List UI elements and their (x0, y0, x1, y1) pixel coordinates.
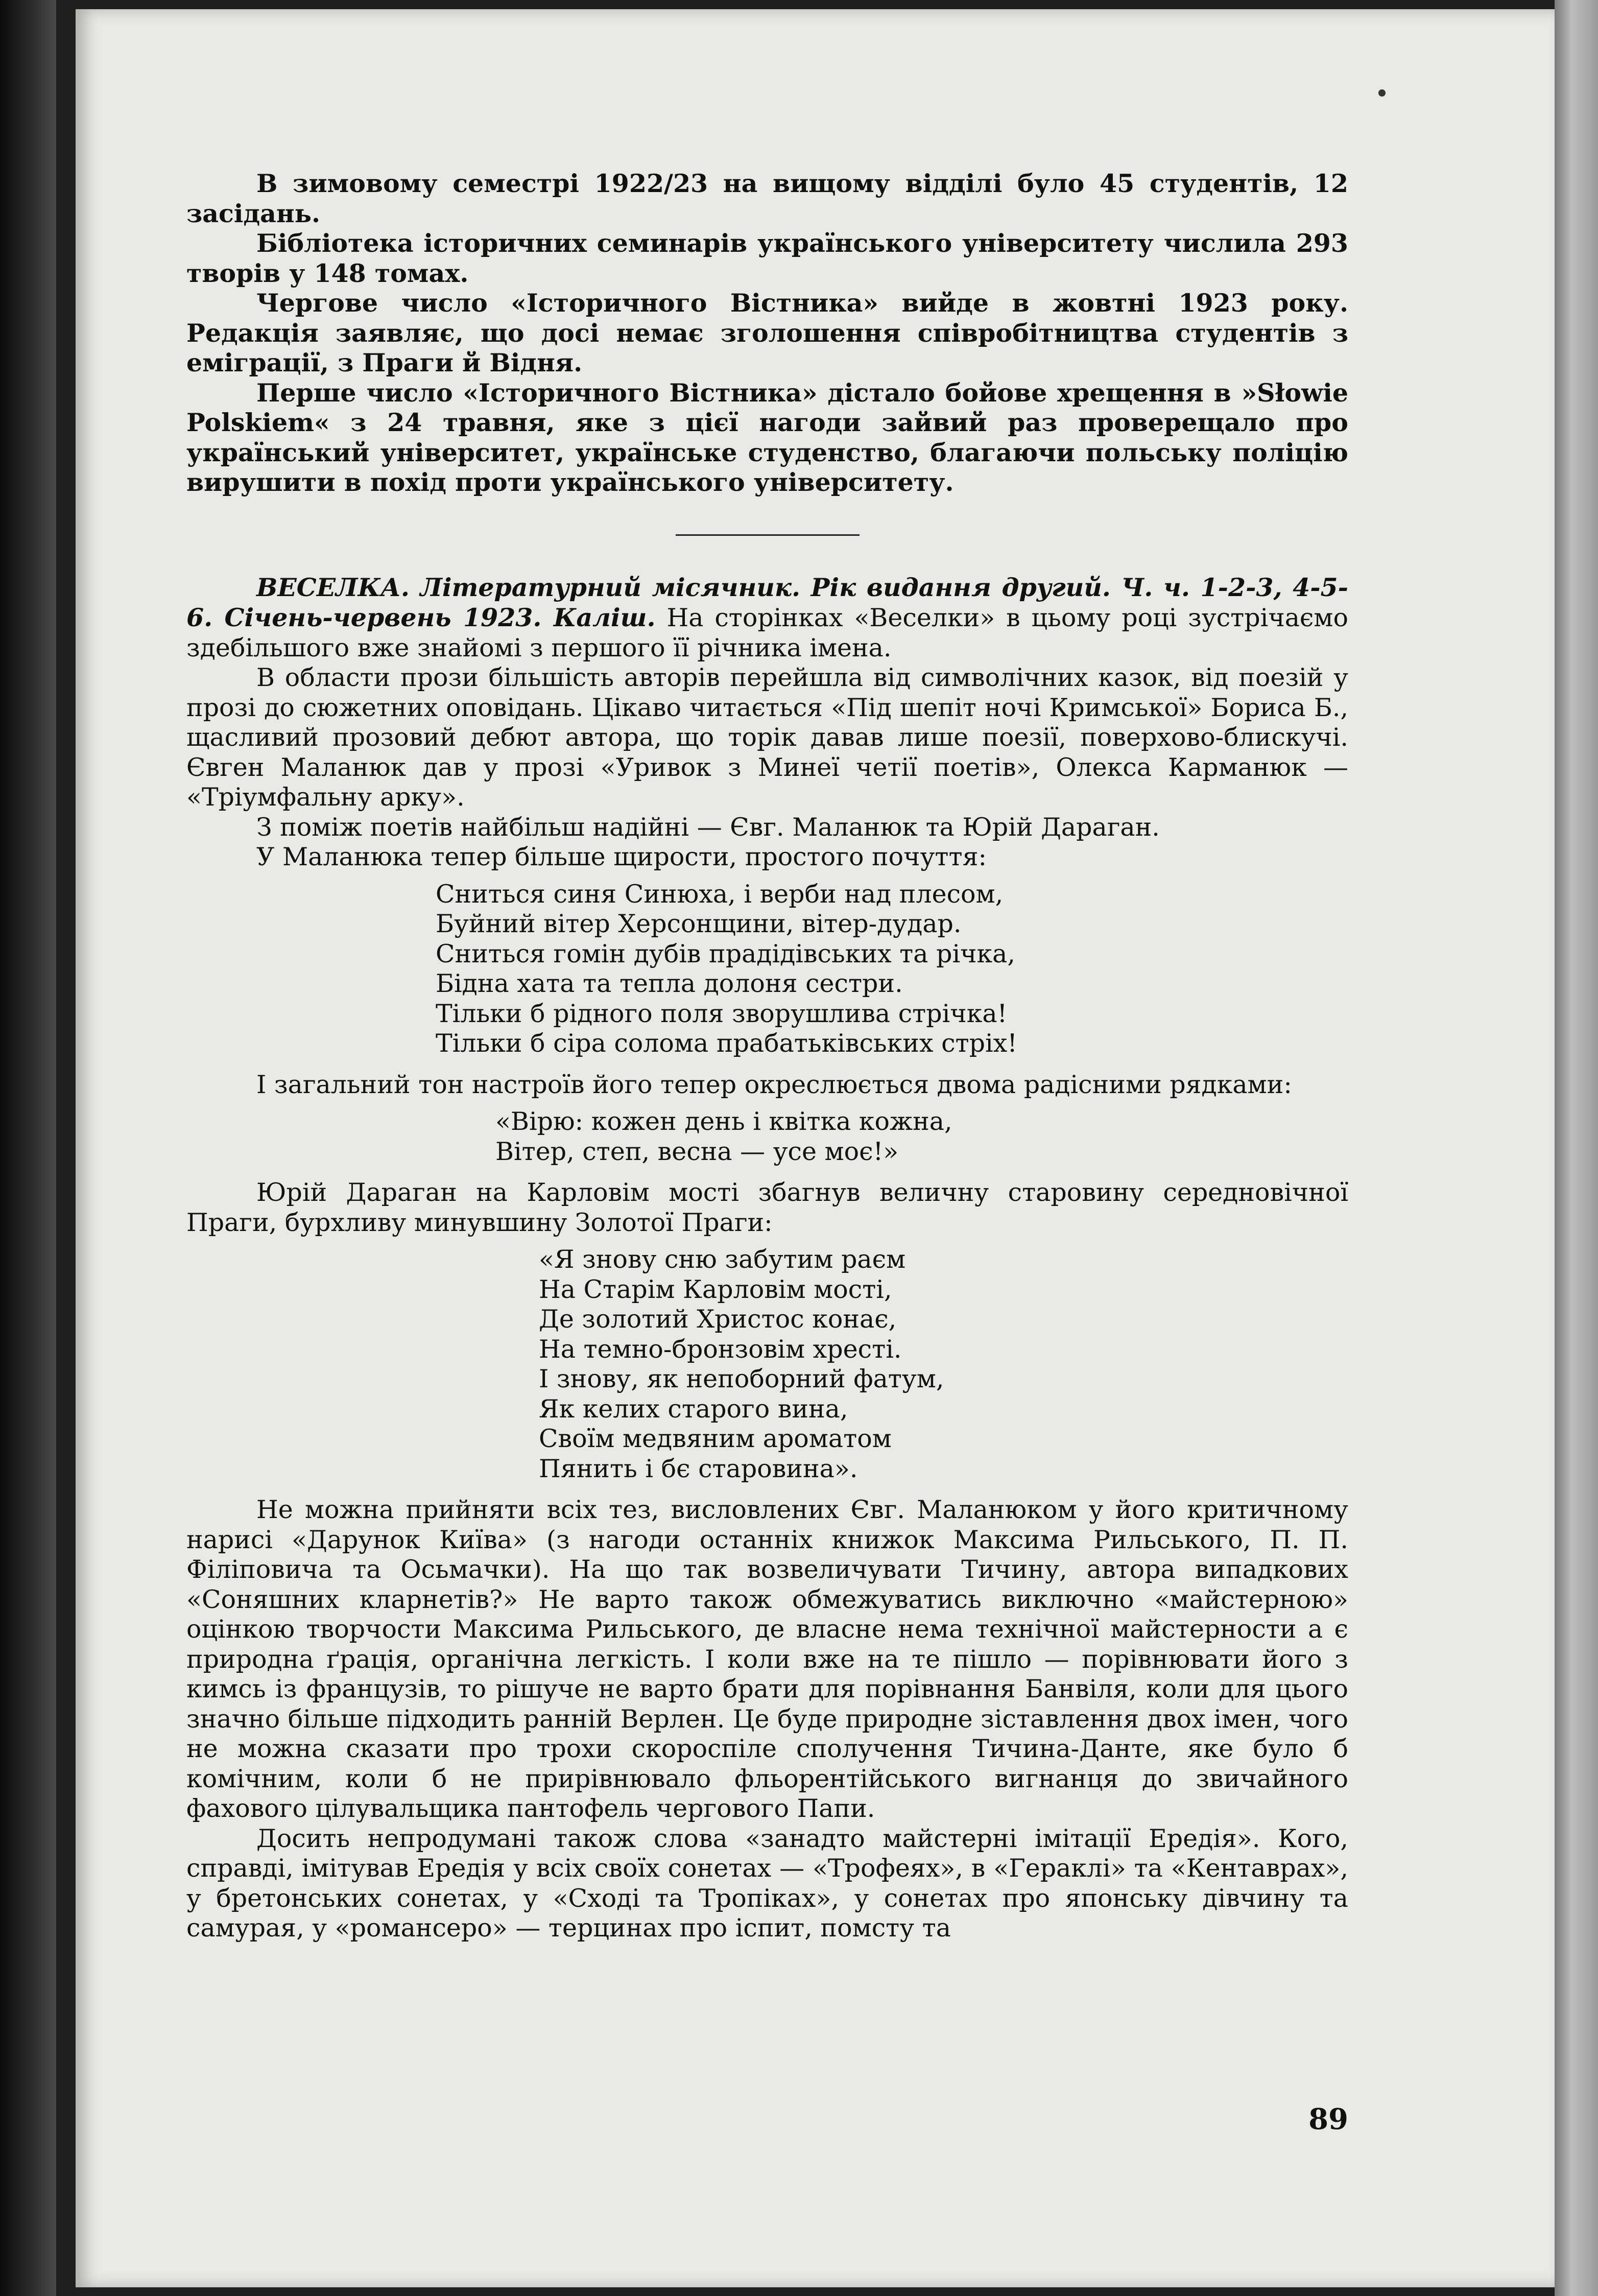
paragraph-tone: І загальний тон настроїв його тепер окреслюється двома радісними рядками: (256, 1070, 1292, 1099)
poem-line: Сниться гомін дубів прадідівських та річка, (436, 939, 1015, 968)
poem-line: На Старім Карловім мості, (539, 1274, 892, 1304)
poem-line: Тільки б рідного поля зворушлива стрічка! (436, 999, 1008, 1028)
paragraph-poets: З поміж поетів найбільш надійні — Євг. Маланюк та Юрій Дараган. (256, 812, 1160, 842)
section-divider (676, 534, 860, 536)
poem-line: Пянить і бє старовина». (539, 1454, 858, 1483)
review-intro (186, 573, 1348, 664)
poem-malaniuk (186, 880, 1348, 1059)
poem-faith (186, 1107, 1348, 1167)
poem-line: Вітер, степ, весна — усе моє!» (495, 1137, 899, 1166)
paragraph-library: Бібліотека історичних семинарів українського університету числила 293 творів у 148 томах. (186, 228, 1348, 288)
poem-line: Сниться синя Синюха, і верби над плесом, (436, 879, 1004, 909)
ink-speck (1378, 89, 1386, 97)
paragraph-semester: В зимовому семестрі 1922/23 на вищому відділі було 45 студентів, 12 засідань. (186, 169, 1348, 228)
poem-line: Бідна хата та тепла долоня сестри. (436, 969, 903, 998)
poem-line: Де золотий Христос конає, (539, 1305, 897, 1334)
poem-line: Своїм медвяним ароматом (539, 1424, 892, 1453)
review-heading: ВЕСЕЛКА. Літературний місячник. Рік видання другий. Ч. ч. 1-2-3, 4-5-6. Січень-червень 1923. Каліш. (186, 572, 1348, 632)
paragraph-critique: Не можна прийняти всіх тез, висловлених Євг. Маланюком у його критичному нарисі «Дарунок Київа» (з нагоди останніх книжок Максима Рильського, П. П. Філіповича та Осьмачки). На що так возвеличувати Тичину, автора випадкових «Соняшних кларнетів?» Не варто також обмежуватись виключно «майстерною» оцінкою творчости Максима Рильського, де власне нема технічної майстерности а є природна ґрація, органічна легкість. І коли вже на те пішло — порівнювати його з кимсь із французів, то рішуче не варто брати для порівнання Банвіля, коли для цього значно більше підходить ранній Верлен. Це буде природне зіставлення двох імен, чого не можна сказати про трохи скороспіле сполучення Тичина-Данте, яке було б комічним, коли б не прирівнювало фльорентійського вигнанця до звичайного фахового цілувальщика пантофель чергового Папи. (186, 1495, 1348, 1823)
paragraph-next-issue: Чергове число «Історичного Вістника» вийде в жовтні 1923 року. Редакція заявляє, що досі немає зголошення співробітництва студентів з еміграції, з Праги й Відня. (186, 288, 1348, 377)
poem-line: На темно-бронзовім хресті. (539, 1334, 902, 1364)
poem-line: «Вірю: кожен день і квітка кожна, (495, 1107, 952, 1136)
poem-line: Як келих старого вина, (539, 1394, 848, 1424)
poem-line: Тільки б сіра солома прабатьківських стріх! (436, 1029, 1017, 1058)
review-intro-text: На сторінках «Веселки» в цьому році зустрічаємо здебільшого вже знайомі з першого її річника імена. (186, 603, 1348, 662)
poem-line: Буйний вітер Херсонщини, вітер-дудар. (436, 909, 962, 938)
poem-line: І знову, як непоборний фатум, (539, 1364, 944, 1393)
page-number: 89 (1308, 2102, 1348, 2136)
text-column (186, 169, 1348, 1944)
poem-line: «Я знову сню забутим раєм (539, 1245, 906, 1274)
book-spine-shadow (0, 0, 56, 2296)
paragraph-malaniuk: У Маланюка тепер більше щирости, простого почуття: (256, 842, 987, 871)
paragraph-daragan: Юрій Дараган на Карловім мості збагнув величну старовину середновічної Праги, бурхливу минувшину Золотої Праги: (186, 1178, 1348, 1237)
poem-daragan (186, 1245, 1348, 1484)
paragraph-heredia: Досить непродумані також слова «занадто майстерні імітації Ередія». Кого, справді, імітував Ередія у всіх своїх сонетах — «Трофеях», в «Гераклі» та «Кентаврах», у бретонських сонетах, у «Сході та Тропіках», у сонетах про японську дівчину та самурая, у «романсеро» — терцинах про іспит, помсту та (186, 1824, 1348, 1943)
page-fore-edge (1555, 0, 1598, 2296)
paragraph-prose: В области прози більшість авторів перейшла від символічних казок, від поезій у прозі до сюжетних оповідань. Цікаво читається «Під шепіт ночі Кримської» Бориса Б., щасливий прозовий дебют автора, що торік давав лише поезії, поверхово-блискучі. Євген Маланюк дав у прозі «Уривок з Минеї четії поетів», Олекса Карманюк — «Тріумфальну арку». (186, 663, 1348, 812)
paragraph-first-issue: Перше число «Історичного Вістника» дістало бойове хрещення в »Słowie Polskiem« з 24 травня, яке з цієї нагоди зайвий раз проверещало про український університет, українське студенство, благаючи польську поліцію вирушити в похід проти українського університету. (186, 377, 1348, 497)
